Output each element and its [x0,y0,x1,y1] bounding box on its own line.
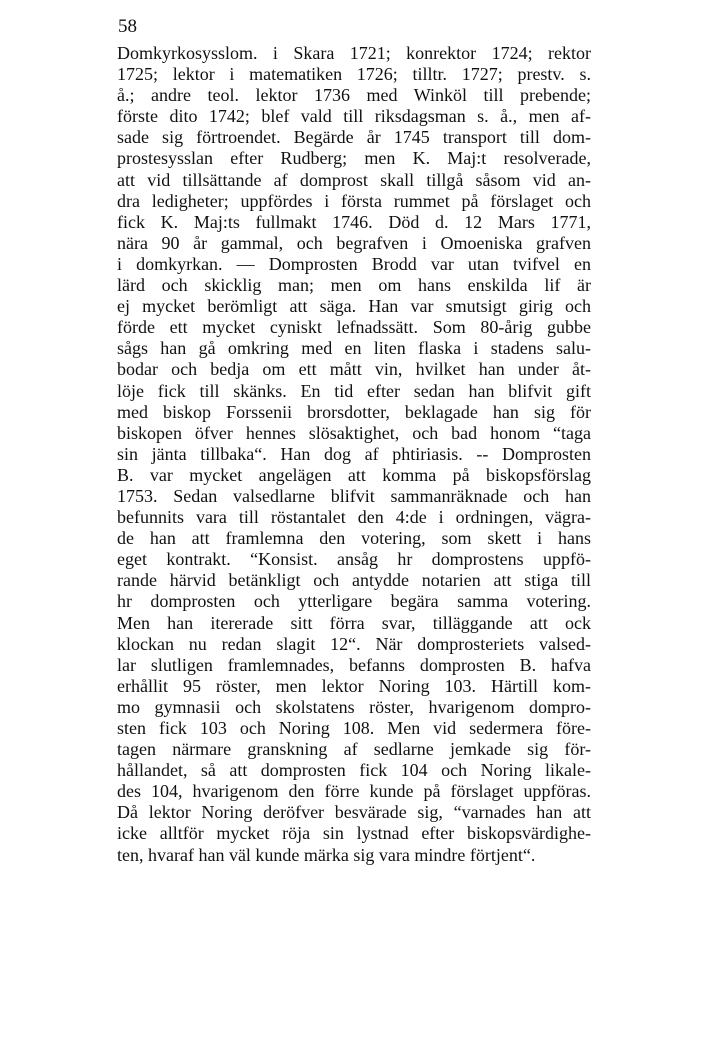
text-line: erhållit 95 röster, men lektor Noring 103. Härtill kom- [117,675,591,696]
text-line: 1753. Sedan valsedlarne blifvit sammanräknade och han [117,485,591,506]
text-line: de han att framlemna den votering, som skett i hans [117,528,591,549]
text-line: icke alltför mycket röja sin lystnad efter biskopsvärdighe- [117,823,591,844]
text-line: ten, hvaraf han väl kunde märka sig vara mindre förtjent“. [117,844,536,865]
body-text [117,43,591,866]
text-line: 1725; lektor i matematiken 1726; tilltr. 1727; prestv. s. [117,64,591,85]
text-line: klockan nu redan slagit 12“. När domprosteriets valsed- [117,633,591,654]
text-line: Då lektor Noring deröfver besvärade sig, “varnades han att [117,802,591,823]
text-line: ej mycket berömligt att säga. Han var smutsigt girig och [117,296,591,317]
text-line: tagen närmare granskning af sedlarne jemkade sig för- [117,739,591,760]
text-line: fick K. Maj:ts fullmakt 1746. Död d. 12 Mars 1771, [117,211,591,232]
text-line: eget kontrakt. “Konsist. ansåg hr domprostens uppfö- [117,549,591,570]
text-line: befunnits vara till röstantalet den 4:de i ordningen, vägra- [117,507,591,528]
text-line: B. var mycket angelägen att komma på biskopsförslag [117,464,591,485]
text-line: prostesysslan efter Rudberg; men K. Maj:t resolverade, [117,148,591,169]
text-line: Men han itererade sitt förra svar, tilläggande att ock [117,612,591,633]
text-line: bodar och bedja om ett mått vin, hvilket han under åt- [117,359,591,380]
text-line: lar slutligen framlemnades, befanns domprosten B. hafva [117,654,591,675]
text-line: rande härvid betänkligt och antydde notarien att stiga till [117,570,591,591]
text-line: sågs han gå omkring med en liten flaska i stadens salu- [117,338,591,359]
text-line: sade sig förtroendet. Begärde år 1745 transport till dom- [117,127,591,148]
text-line: nära 90 år gammal, och begrafven i Omoeniska grafven [117,232,591,253]
text-line: löje fick till skänks. En tid efter sedan han blifvit gift [117,380,591,401]
page-number: 58 [118,16,137,37]
text-line: mo gymnasii och skolstatens röster, hvarigenom dompro- [117,696,591,717]
text-line: hr domprosten och ytterligare begära samma votering. [117,591,591,612]
text-line: i domkyrkan. — Domprosten Brodd var utan tvifvel en [117,253,591,274]
text-line: att vid tillsättande af domprost skall tillgå såsom vid an- [117,169,591,190]
text-line: med biskop Forssenii brorsdotter, beklagade han sig för [117,401,591,422]
text-line: förste dito 1742; blef vald till riksdagsman s. å., men af- [117,106,591,127]
text-line: des 104, hvarigenom den förre kunde på förslaget uppföras. [117,781,591,802]
text-line: sten fick 103 och Noring 108. Men vid sedermera före- [117,718,591,738]
text-line: lärd och skicklig man; men om hans enskilda lif är [117,275,591,296]
text-line: hållandet, så att domprosten fick 104 och Noring likale- [117,760,591,781]
text-line: å.; andre teol. lektor 1736 med Winköl till prebende; [117,85,591,106]
text-line: sin jänta tillbaka“. Han dog af phtiriasis. -- Domprosten [117,443,591,464]
text-line: biskopen öfver hennes slösaktighet, och bad honom “taga [117,422,591,443]
text-line: dra ledigheter; uppfördes i första rummet på förslaget och [117,190,591,211]
text-line: förde ett mycket cyniskt lefnadssätt. Som 80-årig gubbe [117,317,591,338]
text-line: Domkyrkosysslom. i Skara 1721; konrektor 1724; rektor [117,43,591,63]
